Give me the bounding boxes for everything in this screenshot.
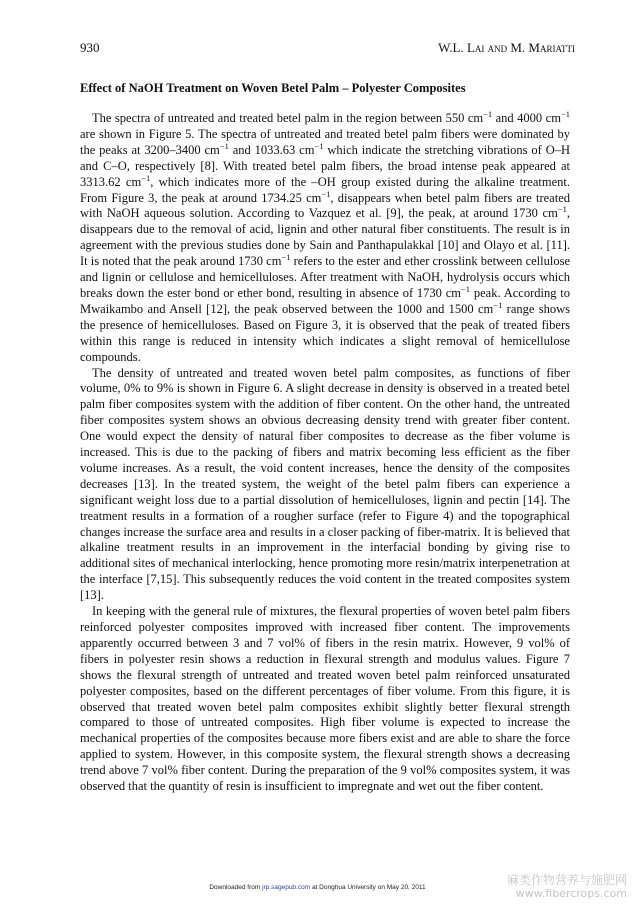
watermark-chinese: 麻类作物营养与施肥网 [506,873,627,887]
paragraph-ftir-spectra: The spectra of untreated and treated betel palm in the region between 550 $cm^{-1}$ and 4000 $cm^{-1}$ are shown in Figure 5. The spectra of untreated and treated betel palm fibers were dominated by the peaks at 3200–3400 $cm^{-1}$ and 1033.63 $cm^{-1}$ which indicate the stretching vibrations of O–H and C–O, respectively [8]. With treated betel palm fibers, the broad intense peak appeared at 3313.62 $cm^{-1}$, which indicates more of the –OH group existed during the alkaline treatment. From Figure 3, the peak at around 1734.25 $cm^{-1}$, disappears when betel palm fibers are treated with NaOH aqueous solution. According to Vazquez et al. [9], the peak, at around 1730 $cm^{-1}$, disappears due to the removal of acid, lignin and other natural fiber constituents. The result is in agreement with the previous studies done by Sain and Panthapulakkal [10] and Olayo et al. [11]. It is noted that the peak around 1730 $cm^{-1}$ refers to the ester and ether crosslink between cellulose and lignin or cellulose and hemicelluloses. After treatment with NaOH, hydrolysis occurs which breaks down the ester bond or ether bond, resulting in absence of 1730 $cm^{-1}$ peak. According to Mwaikambo and Ansell [12], the peak observed between the 1000 and 1500 $cm^{-1}$ range shows the presence of hemicelluloses. Based on Figure 3, it is observed that the peak of treated fibers within this range is reduced in intensity which indicates a slight removal of hemicellulose compounds. [80,108,571,364]
superscript: −1 [141,172,151,183]
superscript: −1 [557,204,567,215]
superscript: −1 [321,188,331,199]
superscript: −1 [281,252,291,262]
section-heading: Effect of NaOH Treatment on Woven Betel Palm – Polyester Composites [80,81,466,95]
superscript: −1 [493,299,503,310]
page-number: 930 [80,40,100,55]
site-watermark [487,873,627,900]
running-header [80,40,575,56]
journal-link[interactable]: jrp.sagepub.com [262,884,311,891]
download-suffix: at Donghua University on May 20, 2011 [310,884,426,891]
download-prefix: Downloaded from [209,884,263,891]
superscript: −1 [483,108,493,119]
watermark-url: www.fibercrops.com [515,887,627,900]
superscript: −1 [461,283,471,294]
paragraph-flexural: In keeping with the general rule of mixtures, the flexural properties of woven betel palm fibers reinforced polyester composites improved with increased fiber content. The improvements apparently occurred between 3 and 7 vol% of fibers in the resin matrix. However, 9 vol% of fibers in polyester resin shows a reduction in flexural strength and modulus values. Figure 7 shows the flexural strength of untreated and treated woven betel palm reinforced unsaturated polyester composites, based on the different percentages of fiber volume. From this figure, it is observed that treated woven betel palm composites exhibit slightly better flexural strength compared to those of untreated composites. High fiber volume is expected to increase the mechanical properties of the composites because more fibers exist and are able to share the force applied to system. However, in this composite system, the flexural strength shows a decreasing trend above 7 vol% fiber content. During the preparation of the 9 vol% composites system, it was observed that the quantity of resin is insufficient to impregnate and wet out the fiber content. [80,604,570,794]
paragraph-density: The density of untreated and treated woven betel palm composites, as functions of fiber volume, 0% to 9% is shown in Figure 6. A slight decrease in density is observed in a treated betel palm fiber composites system with the addition of fiber content. On the other hand, the untreated fiber composites system shows an obvious decreasing density trend with greater fiber content. One would expect the density of natural fiber composites to decrease as the fiber volume is increased. This is due to the packing of fibers and matrix becoming less efficient as the fiber volume increases. As a result, the void content increases, hence the density of the composites decreases [13]. In the treated system, the weight of the betel palm fibers can experience a significant weight loss due to a partial dissolution of hemicelluloses, lignin and pectin [14]. The treatment results in a formation of a rougher surface (refer to Figure 4) and the topographical changes increase the surface area and results in a closer packing of fiber-matrix. It is believed that alkaline treatment results in an improvement in the interfacial bonding by giving rise to additional sites of mechanical interlocking, hence promoting more resin/matrix interpenetration at the interface [7,15]. This subsequently reduces the void content in the treated composites system [13]. [80,365,570,603]
superscript: −1 [560,108,570,119]
superscript: −1 [219,140,229,151]
superscript: −1 [314,140,324,151]
body-text [80,108,571,795]
running-authors: W.L. Lai and M. Mariatti [438,40,575,55]
